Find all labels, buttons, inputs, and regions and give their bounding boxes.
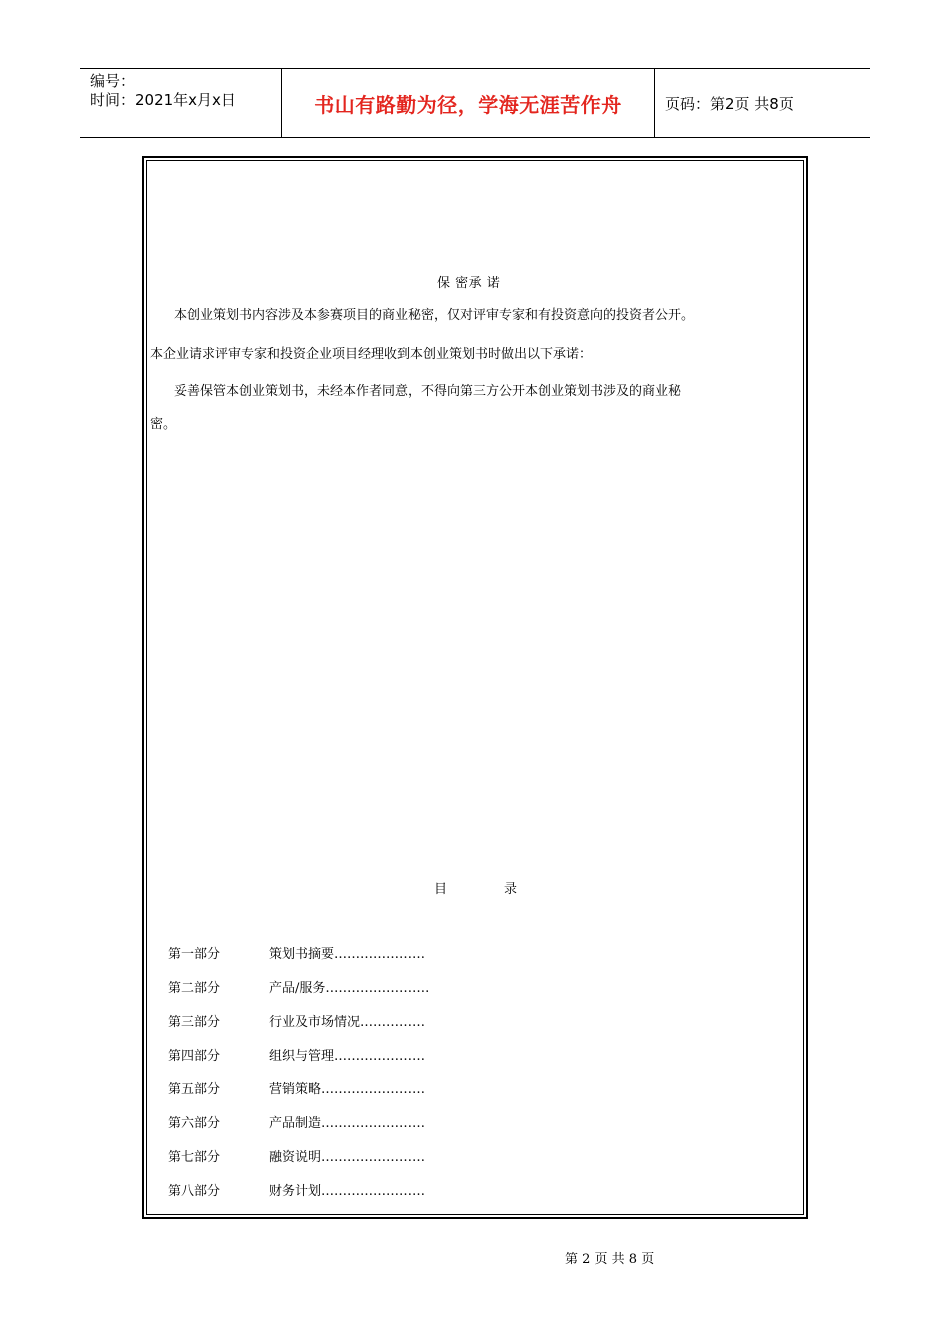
serial-number-label: 编号： <box>90 72 136 90</box>
toc-title-char-2: 录 <box>504 882 518 897</box>
toc-part-4: 第四部分 <box>168 1049 221 1064</box>
toc-item-1[interactable]: 策划书摘要………………… <box>269 947 426 962</box>
toc-part-5: 第五部分 <box>168 1082 221 1097</box>
confidentiality-paragraph-4: 密。 <box>150 417 177 432</box>
toc-part-1: 第一部分 <box>168 947 221 962</box>
toc-item-4[interactable]: 组织与管理………………… <box>269 1049 426 1064</box>
page-header <box>80 68 870 138</box>
toc-part-2: 第二部分 <box>168 981 221 996</box>
page-footer: 第 2 页 共 8 页 <box>565 1252 655 1267</box>
toc-item-7[interactable]: 融资说明…………………… <box>269 1150 426 1165</box>
confidentiality-paragraph-3: 妥善保管本创业策划书，未经本作者同意，不得向第三方公开本创业策划书涉及的商业秘 <box>174 384 682 399</box>
toc-part-8: 第八部分 <box>168 1184 221 1199</box>
confidentiality-paragraph-2: 本企业请求评审专家和投资企业项目经理收到本创业策划书时做出以下承诺： <box>150 347 593 362</box>
header-meta-cell <box>80 69 281 137</box>
toc-title-char-1: 目 <box>434 882 448 897</box>
header-motto-cell <box>281 69 655 137</box>
header-page-cell <box>655 69 870 137</box>
toc-item-3[interactable]: 行业及市场情况…………… <box>269 1015 426 1030</box>
confidentiality-paragraph-1: 本创业策划书内容涉及本参赛项目的商业秘密，仅对评审专家和有投资意向的投资者公开。 <box>174 308 695 323</box>
toc-item-5[interactable]: 营销策略…………………… <box>269 1082 426 1097</box>
motto-text: 书山有路勤为径，学海无涯苦作舟 <box>314 92 622 117</box>
toc-item-8[interactable]: 财务计划…………………… <box>269 1184 426 1199</box>
confidentiality-title: 保 密承 诺 <box>437 276 501 291</box>
toc-item-2[interactable]: 产品/服务…………………… <box>269 981 430 996</box>
header-page-info: 页码：第2页 共8页 <box>665 94 794 113</box>
toc-part-6: 第六部分 <box>168 1116 221 1131</box>
toc-part-3: 第三部分 <box>168 1015 221 1030</box>
toc-item-6[interactable]: 产品制造…………………… <box>269 1116 426 1131</box>
toc-part-7: 第七部分 <box>168 1150 221 1165</box>
date-line: 时间：2021年x月x日 <box>90 91 236 109</box>
